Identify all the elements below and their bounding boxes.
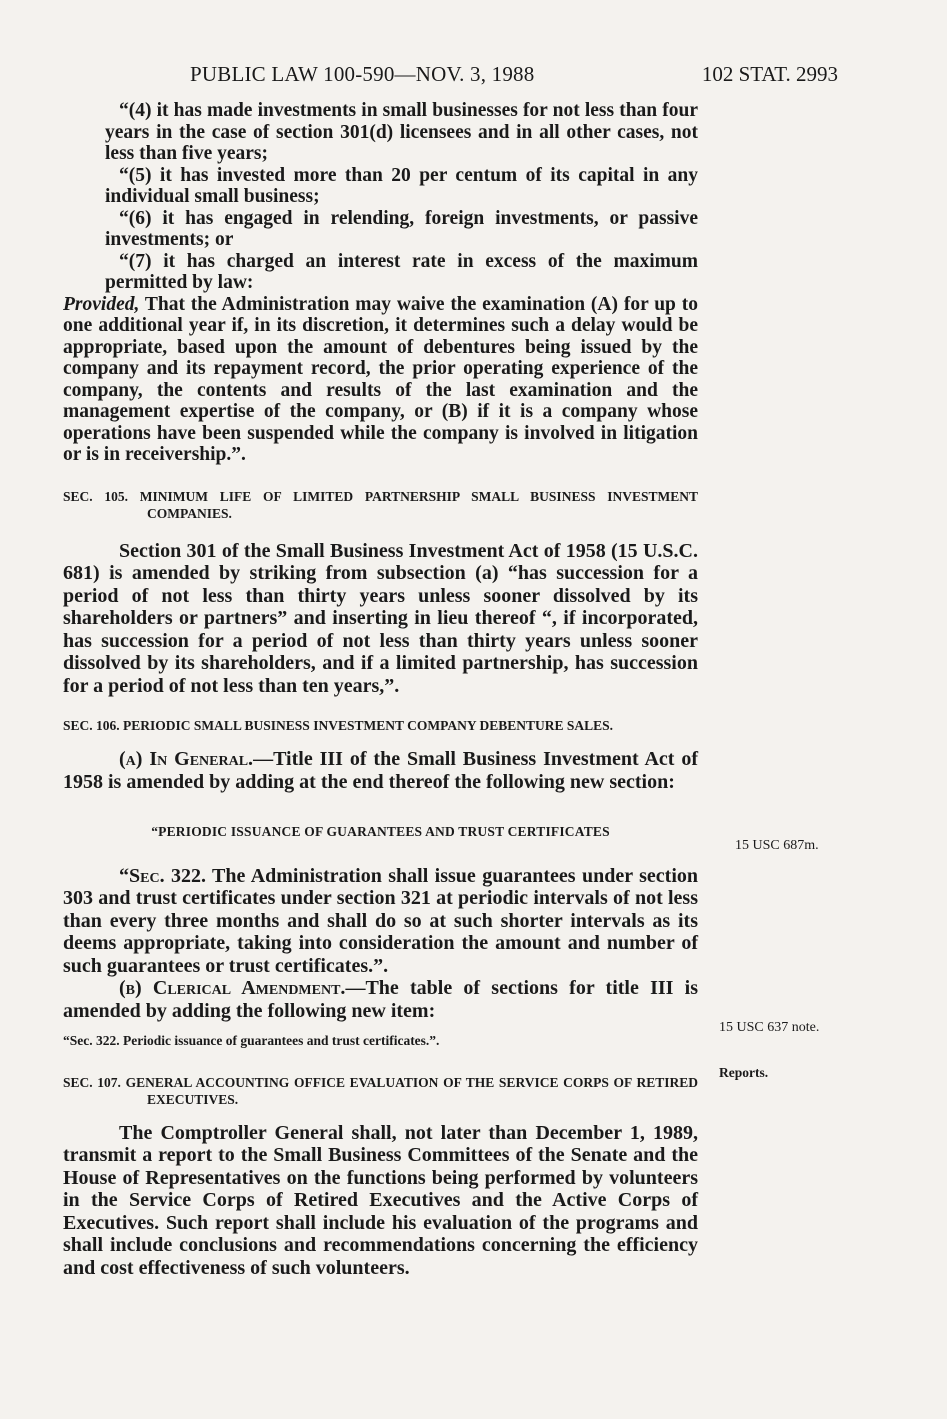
sec-107-body: The Comptroller General shall, not later than December 1, 1989, transmit a report to the Small Business Committees of the Senate and the House of Representatives on the functions being performed by volunteers in the Service Corps of Retired Executives and the Active Corps of Executives. Such report shall include his evaluation of the programs and shall include conclusions and recommendations concerning the efficiency and cost effectiveness of such volunteers. [63,1121,698,1279]
sec-106-a-text: —Title III of the Small Business Investment Act of 1958 is amended by adding at the end thereof the following new section: [63,748,698,793]
new-section-heading: “PERIODIC ISSUANCE OF GUARANTEES AND TRUST CERTIFICATES [151,824,610,839]
sec-322-paragraph [63,865,698,978]
sec-106-b-label: (b) Clerical Amendment. [119,977,346,999]
sec-107-heading: SEC. 107. GENERAL ACCOUNTING OFFICE EVALUATION OF THE SERVICE CORPS OF RETIRED EXECUTIVES. [63,1074,698,1107]
proviso-text: That the Administration may waive the examination (A) for up to one additional year if, in its discretion, it determines such a delay would be appropriate, based upon the amount of debentures being issued by the company and its repayment record, the prior operating experience of the company, the contents and results of the last examination and the management expertise of the company, or (B) if it is a company whose operations have been suspended while the company is involved in litigation or is in receivership.”. [63,293,698,465]
margin-note-637: 15 USC 637 note. [719,1020,820,1035]
clause-5: “(5) it has invested more than 20 per centum of its capital in any individual small business; [105,164,698,207]
running-head: PUBLIC LAW 100-590—NOV. 3, 1988 [190,62,535,86]
margin-note-687m: 15 USC 687m. [735,838,819,853]
sec-105-heading: SEC. 105. MINIMUM LIFE OF LIMITED PARTNERSHIP SMALL BUSINESS INVESTMENT COMPANIES. [63,488,698,521]
sec-106-a-label: (a) In General. [119,748,254,770]
page-header [190,62,838,92]
sec-322-label: “Sec. 322. [119,864,206,887]
sec-105-body: Section 301 of the Small Business Investment Act of 1958 (15 U.S.C. 681) is amended by striking from subsection (a) “has succession for a period of not less than thirty years unless sooner dissolved by its shareholders or partners” and inserting in lieu thereof “, if incorporated, has succession for a period of not less than thirty years unless sooner dissolved by its shareholders, and if a limited partnership, has succession for a period of not less than ten years,”. [63,539,698,697]
sec-106-b [63,977,698,1022]
clause-4: “(4) it has made investments in small businesses for not less than four years in the case of section 301(d) licensees and in all other cases, not less than five years; [105,100,698,164]
sec-322-text: The Administration shall issue guarantees under section 303 and trust certificates under section 321 at periodic intervals of not less than every three months and shall do so at such shorter intervals as its deems appropriate, taking into consideration the amount and number of such guarantees or trust certificates.”. [63,864,698,977]
proviso-paragraph [63,294,698,466]
sec-106-heading: SEC. 106. PERIODIC SMALL BUSINESS INVESTMENT COMPANY DEBENTURE SALES. [63,718,613,733]
margin-note-reports: Reports. [719,1065,769,1080]
stat-page-number: 102 STAT. 2993 [701,62,838,86]
sec-106-b-text: —The table of sections for title III is amended by adding the following new item: [63,977,698,1022]
sec-106-a [63,748,698,793]
clause-7: “(7) it has charged an interest rate in excess of the maximum permitted by law: [105,250,698,293]
main-column [63,100,698,1279]
proviso-word: Provided, [63,293,140,315]
table-item: “Sec. 322. Periodic issuance of guarantees and trust certificates.”. [63,1033,440,1048]
clause-6: “(6) it has engaged in relending, foreign investments, or passive investments; or [105,207,698,250]
